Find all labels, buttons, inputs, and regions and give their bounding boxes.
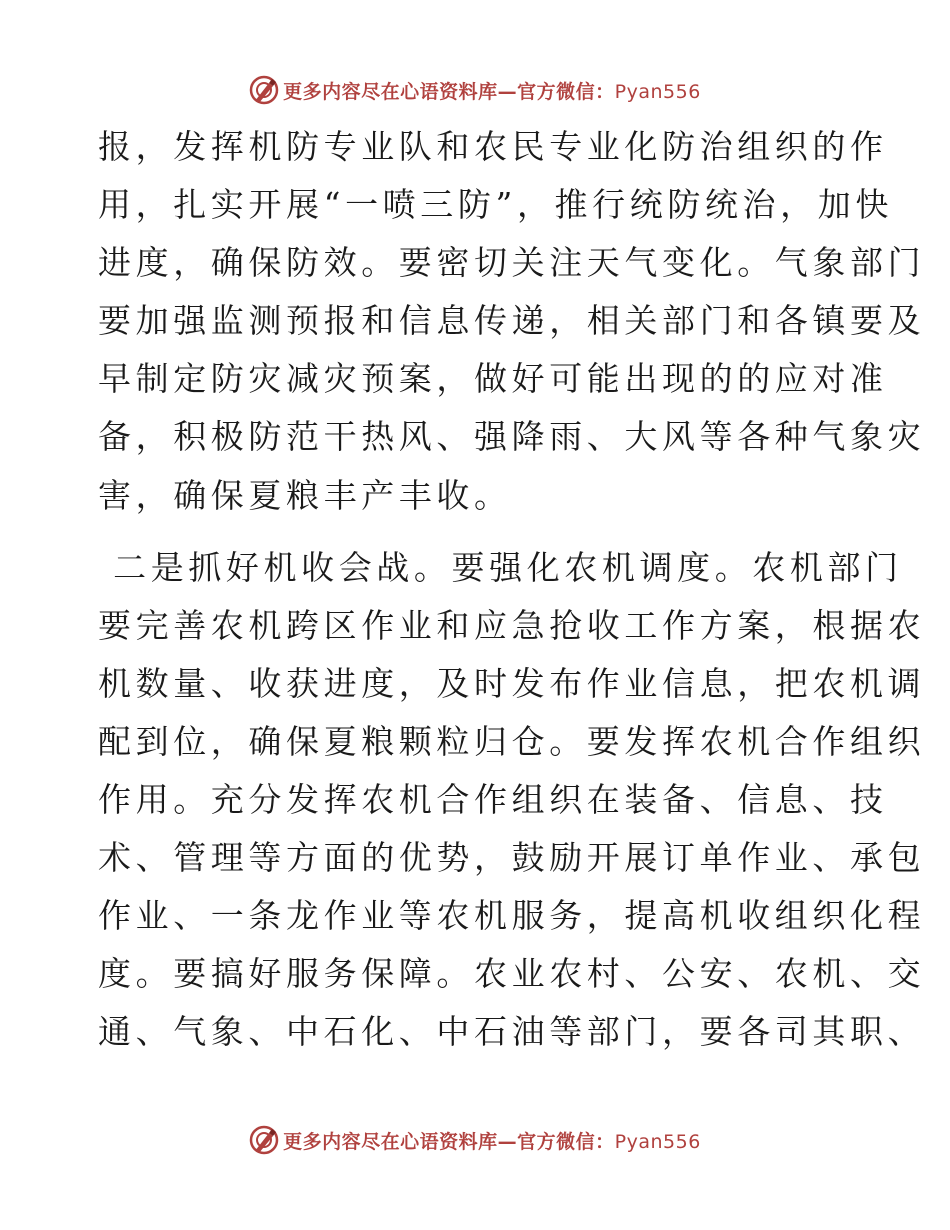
pen-logo-icon <box>249 1125 279 1155</box>
footer-wechat-id: Pyan556 <box>614 1130 701 1153</box>
text-line: 早制定防灾减灾预案，做好可能出现的的应对准 <box>98 359 888 399</box>
header-banner <box>0 72 950 108</box>
text-line: 通、气象、中石化、中石油等部门，要各司其职、 <box>98 1012 926 1052</box>
text-line: 作用。充分发挥农机合作组织在装备、信息、技 <box>98 780 888 820</box>
text-line: 进度，确保防效。要密切关注天气变化。气象部门 <box>98 243 926 283</box>
pen-logo-icon <box>249 75 279 105</box>
text-line: 报，发挥机防专业队和农民专业化防治组织的作 <box>98 127 888 166</box>
text-line: 要加强监测预报和信息传递，相关部门和各镇要及 <box>98 301 926 341</box>
text-line: 作业、一条龙作业等农机服务，提高机收组织化程 <box>98 896 926 936</box>
text-line: 二是抓好机收会战。要强化农机调度。农机部门 <box>98 547 903 587</box>
text-line: 要完善农机跨区作业和应急抢收工作方案，根据农 <box>98 605 926 645</box>
paragraph-1 <box>98 118 926 525</box>
footer-banner <box>0 1122 950 1158</box>
paragraph-2 <box>98 539 926 1062</box>
text-line: 害，确保夏粮丰产丰收。 <box>98 475 512 515</box>
text-line: 用，扎实开展“一喷三防”，推行统防统治，加快 <box>98 185 893 225</box>
text-line: 术、管理等方面的优势，鼓励开展订单作业、承包 <box>98 838 926 878</box>
text-line: 备，积极防范干热风、强降雨、大风等各种气象灾 <box>98 417 926 457</box>
text-line: 配到位，确保夏粮颗粒归仓。要发挥农机合作组织 <box>98 721 926 761</box>
text-line: 机数量、收获进度，及时发布作业信息，把农机调 <box>98 663 926 703</box>
header-wechat-id: Pyan556 <box>614 80 701 103</box>
text-line: 度。要搞好服务保障。农业农村、公安、农机、交 <box>98 954 926 994</box>
header-banner-text: 更多内容尽在心语资料库—官方微信：Pyan556 <box>283 80 701 103</box>
footer-banner-text: 更多内容尽在心语资料库—官方微信：Pyan556 <box>283 1130 701 1153</box>
document-body <box>98 118 926 1062</box>
